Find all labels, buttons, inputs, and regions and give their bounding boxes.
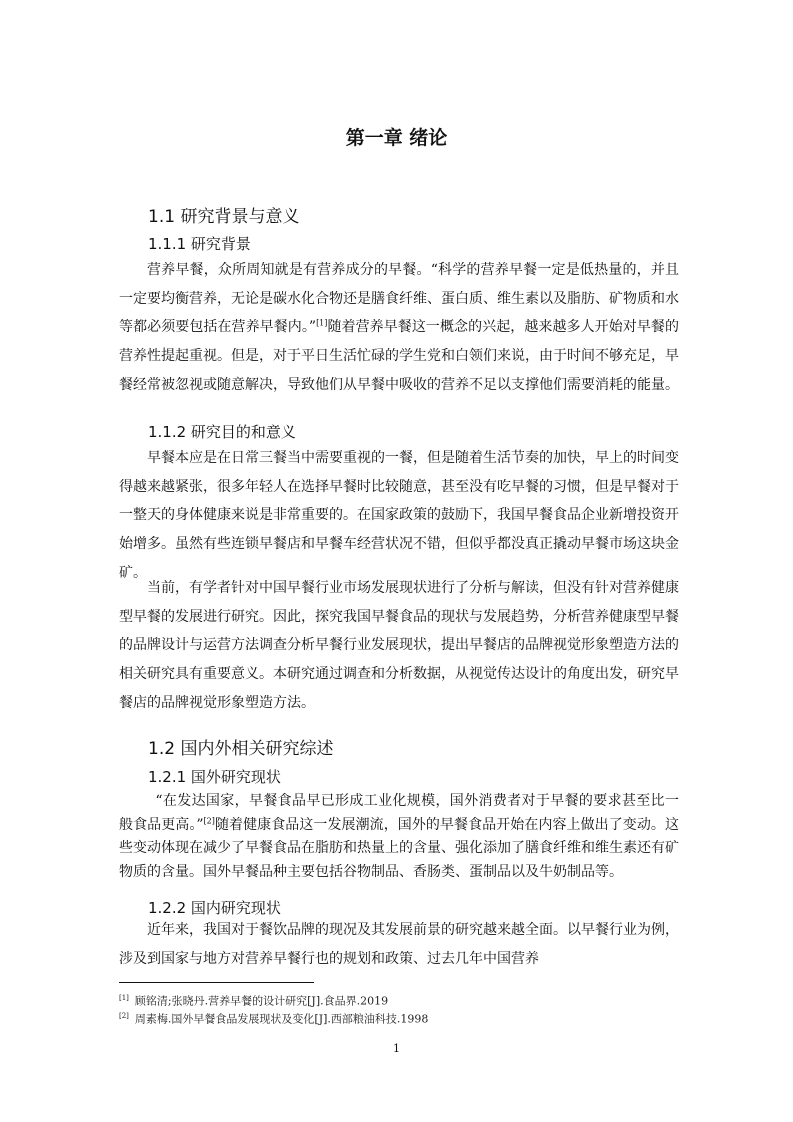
section-heading-1-1-2: 1.1.2 研究目的和意义 [148,423,296,441]
section-heading-1-2: 1.2 国内外相关研究综述 [148,739,334,759]
paragraph-research-purpose-2: 当前，有学者针对中国早餐行业市场发展现状进行了分析与解读，但没有针对营养健康型早餐的发展进行研究。因此，探究我国早餐食品的现状与发展趋势，分析营养健康型早餐的品牌设计与运营方法调查分析早餐行业发展现状，提出早餐店的品牌视觉形象塑造方法的相关研究具有重要意义。本研究通过调查和分析数据，从视觉传达设计的角度出发，研究早餐店的品牌视觉形象塑造方法。 [119,580,679,711]
section-heading-1-1: 1.1 研究背景与意义 [148,207,300,227]
footnote-mark: [2] [119,1012,129,1020]
chapter-title: 第一章 绪论 [345,127,448,149]
paragraph-text: “在发达国家，早餐食品早已形成工业化规模，国外消费者对于早餐的要求甚至比一般食品更高。” [119,793,679,833]
citation-ref[interactable]: [2] [203,815,215,825]
footnote-text: 顾铭清;张晓丹.营养早餐的设计研究[J].食品界.2019 [134,994,389,1008]
paragraph-text: 随着健康食品这一发展潮流，国外的早餐食品开始在内容上做出了变动。这些变动体现在减少了早餐食品在脂肪和热量上的含量、强化添加了膳食纤维和维生素还有矿物质的含量。国外早餐品种主要包括谷物制品、香肠类、蛋制品以及牛奶制品等。 [119,816,679,880]
paragraph-research-background [119,256,679,400]
paragraph-text: 随着营养早餐这一概念的兴起，越来越多人开始对早餐的营养性提起重视。但是，对于平日生活忙碌的学生党和白领们来说，由于时间不够充足，早餐经常被忽视或随意解决，导致他们从早餐中吸收的营养不足以支撑他们需要消耗的能量。 [119,319,679,393]
page-number: 1 [393,1042,400,1055]
paragraph-foreign-research [119,790,679,884]
paragraph-domestic-research: 近年来，我国对于餐饮品牌的现况及其发展前景的研究越来越全面。以早餐行业为例，涉及到国家与地方对营养早餐行也的规划和政策、过去几年中国营养 [119,922,679,967]
footnote-text: 周素梅.国外早餐食品发展现状及变化[J].西部粮油科技.1998 [134,1012,429,1026]
footnote-divider [119,982,314,983]
section-heading-1-2-1: 1.2.1 国外研究现状 [148,768,281,786]
footnote-2 [119,1007,428,1029]
citation-ref[interactable]: [1] [316,318,328,328]
paragraph-research-purpose-1: 早餐本应是在日常三餐当中需要重视的一餐，但是随着生活节奏的加快，早上的时间变得越来越紧张，很多年轻人在选择早餐时比较随意，甚至没有吃早餐的习惯，但是早餐对于一整天的身体健康来说是非常重要的。在国家政策的鼓励下，我国早餐食品企业新增投资开始增多。虽然有些连锁早餐店和早餐车经营状况不错，但似乎都没真正撬动早餐市场这块金矿。 [119,450,679,581]
section-heading-1-2-2: 1.2.2 国内研究现状 [148,899,281,917]
section-heading-1-1-1: 1.1.1 研究背景 [148,235,251,253]
footnote-mark: [1] [119,994,129,1002]
paragraph-text: 营养早餐，众所周知就是有营养成分的早餐。“科学的营养早餐一定是低热量的，并且一定要均衡营养，无论是碳水化合物还是膳食纤维、蛋白质、维生素以及脂肪、矿物质和水等都必须要包括在营养早餐内。” [119,262,679,336]
